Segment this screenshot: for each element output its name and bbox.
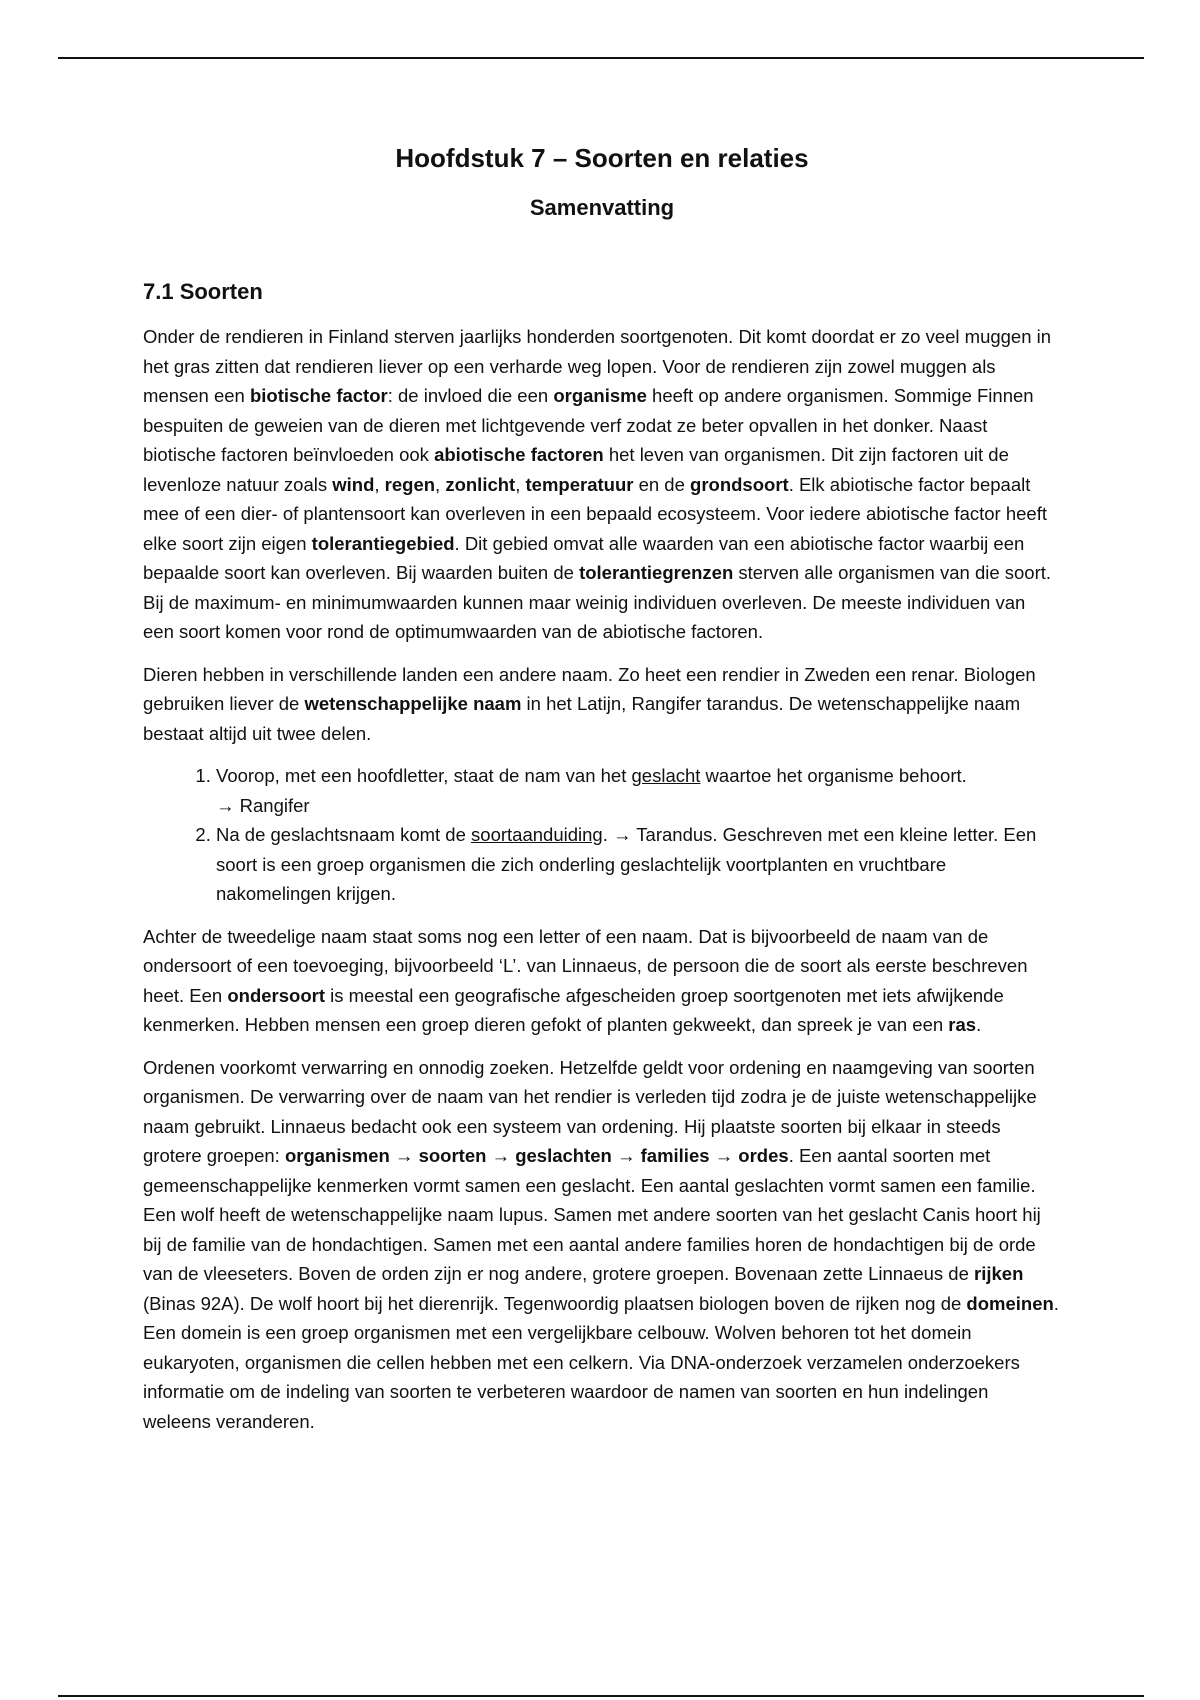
term-domeinen: domeinen — [966, 1292, 1054, 1314]
paragraph-naming: Dieren hebben in verschillende landen een andere naam. Zo heet een rendier in Zweden een renar. Biologen gebruiken liever de wetenschappelijke naam in het Latijn, Rangifer tarandus. De wetenschappelijke naam bestaat altijd uit twee delen. — [143, 663, 1036, 744]
term-wind: wind — [332, 473, 375, 495]
page-subtitle: Samenvatting — [529, 195, 675, 220]
paragraph-classification: Ordenen voorkomt verwarring en onnodig zoeken. Hetzelfde geldt voor ordening en naamgeving van soorten organismen. De verwarring over de naam van het rendier is verleden tijd zodra je de juiste wetenschappelijke naam gebruikt. Linnaeus bedacht ook een systeem van ordening. Hij plaatste soorten bij elkaar in steeds grotere groepen: organismen → soorten → geslachten → families → ordes. Een aantal soorten met gemeenschappelijke kenmerken vormt samen een geslacht. Een aantal geslachten vormt samen een familie. Een wolf heeft de wetenschappelijke naam lupus. Samen met andere soorten van het geslacht Canis hoort hij bij de familie van de hondachtigen. Samen met een aantal andere families horen de hondachtigen bij de orde van de vleeseters. Boven de orden zijn er nog andere, grotere groepen. Bovenaan zette Linnaeus de rijken (Binas 92A). De wolf hoort bij het dierenrijk. Tegenwoordig plaatsen biologen boven de rijken nog de domeinen. Een domein is een groep organismen met een vergelijkbare celbouw. Wolven behoren tot het domein eukaryoten, organismen die cellen hebben met een celkern. Via DNA-onderzoek verzamelen onderzoekers informatie om de indeling van soorten te verbeteren waardoor de namen van soorten en hun indelingen weleens veranderen. — [143, 1056, 1059, 1432]
term-ras: ras — [948, 1014, 977, 1035]
term-tolerantiegrenzen: tolerantiegrenzen — [579, 562, 734, 583]
term-abiotische-factoren: abiotische factoren — [434, 444, 604, 465]
term-tolerantiegebied: tolerantiegebied — [311, 532, 455, 554]
section-heading: 7.1 Soorten — [143, 279, 263, 304]
term-ondersoort: ondersoort — [227, 984, 325, 1006]
term-zonlicht: zonlicht — [445, 473, 516, 495]
term-grondsoort: grondsoort — [690, 473, 789, 495]
term-regen: regen — [384, 473, 436, 495]
paragraph-factors: Onder de rendieren in Finland sterven jaarlijks honderden soortgenoten. Dit komt doordat er zo veel muggen in het gras zitten dat rendieren liever op een verharde weg lopen. Voor de rendieren zijn zowel muggen als mensen een biotische factor: de invloed die een organisme heeft op andere organismen. Sommige Finnen bespuiten de geweien van de dieren met lichtgevende verf zodat ze beter opvallen in het donker. Naast biotische factoren beïnvloeden ook abiotische factoren het leven van organismen. Dit zijn factoren uit de levenloze natuur zoals wind, regen, zonlicht, temperatuur en de grondsoort. Elk abiotische factor bepaalt mee of een dier- of plantensoort kan overleven in een bepaald ecosysteem. Voor iedere abiotische factor heeft elke soort zijn eigen tolerantiegebied. Dit gebied omvat alle waarden van een abiotische factor waarbij een bepaalde soort kan overleven. Bij waarden buiten de tolerantiegrenzen sterven alle organismen van die soort. Bij de maximum- en minimumwaarden kunnen maar weinig individuen overleven. De meeste individuen van een soort komen voor rond de optimumwaarden van de abiotische factoren. — [143, 326, 1052, 642]
list-item: 1. Voorop, met een hoofdletter, staat de nam van het geslacht waartoe het organisme behoort. → Rangifer — [216, 761, 1061, 820]
footer-rule — [58, 1695, 1144, 1697]
numbered-list — [143, 761, 1061, 909]
paragraph-subspecies: Achter de tweedelige naam staat soms nog een letter of een naam. Dat is bijvoorbeeld de naam van de ondersoort of een toevoeging, bijvoorbeeld ‘L’. van Linnaeus, de persoon die de soort als eerste beschreven heet. Een ondersoort is meestal een geografische afgescheiden groep soortgenoten met iets afwijkende kenmerken. Hebben mensen een groep dieren gefokt of planten gekweekt, dan spreek je van een ras. — [143, 925, 1028, 1035]
term-hierarchy: organismen → soorten → geslachten → families → ordes — [284, 1145, 789, 1166]
term-temperatuur: temperatuur — [525, 473, 634, 495]
term-soortaanduiding: soortaanduiding — [471, 824, 603, 845]
term-organisme: organisme — [553, 385, 647, 406]
term-biotische-factor: biotische factor — [249, 385, 388, 406]
header-rule — [58, 57, 1144, 59]
term-geslacht: geslacht — [631, 765, 701, 786]
term-wetenschappelijke-naam: wetenschappelijke naam — [304, 693, 522, 714]
list-item: 2. Na de geslachtsnaam komt de soortaanduiding. → Tarandus. Geschreven met een kleine letter. Een soort is een groep organismen die zich onderling geslachtelijk voortplanten en vruchtbare nakomelingen krijgen. — [216, 820, 1061, 909]
term-rijken: rijken — [974, 1263, 1024, 1284]
document-page — [143, 140, 1061, 1449]
page-title: Hoofdstuk 7 – Soorten en relaties — [395, 143, 809, 173]
